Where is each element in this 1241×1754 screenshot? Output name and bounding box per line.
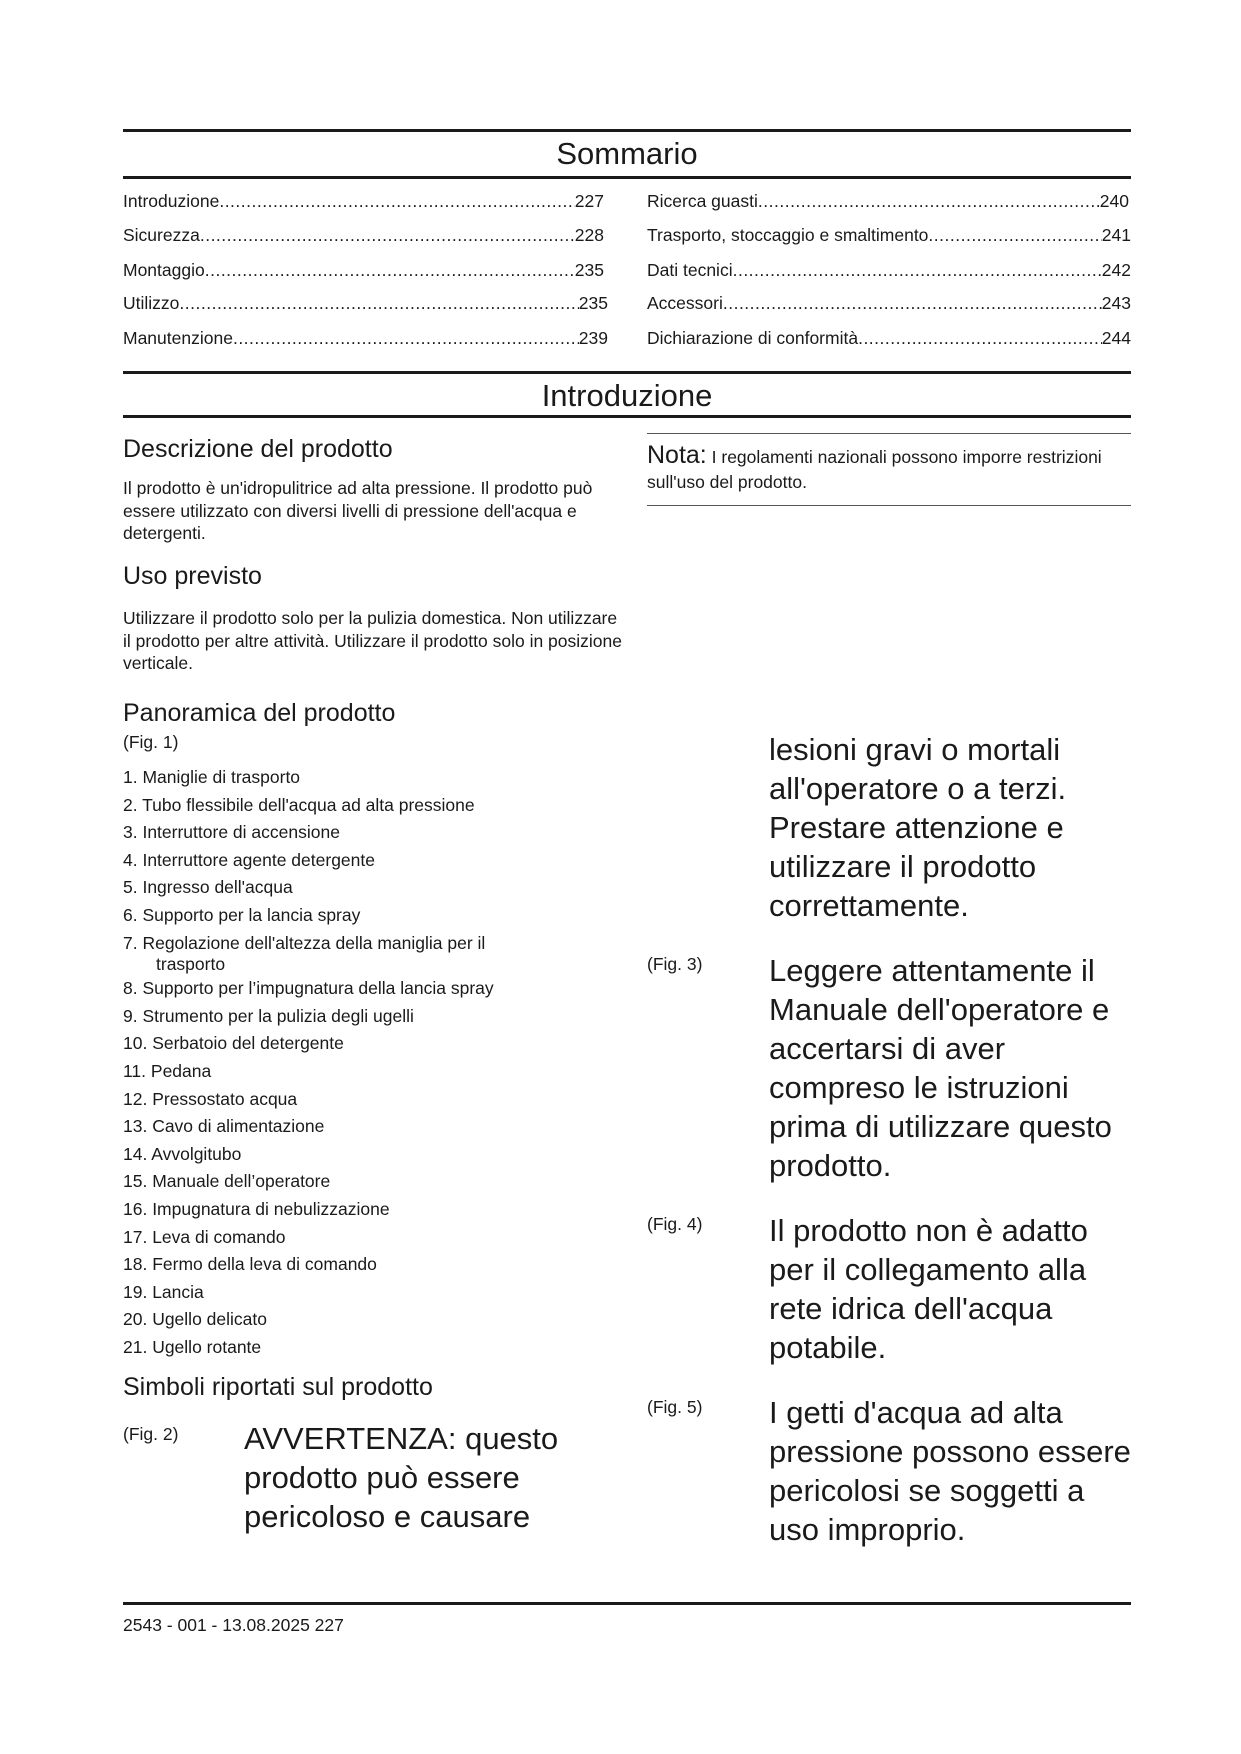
list-item: 12. Pressostato acqua [123,1088,298,1109]
list-item: 14. Avvolgitubo [123,1143,242,1164]
toc-page: 228 [574,225,604,245]
intro-bottom-rule [123,415,1131,418]
toc-entry[interactable] [647,190,1129,212]
list-item: 6. Supporto per la lancia spray [123,904,361,925]
toc-entry[interactable] [123,292,608,314]
list-item: 21. Ugello rotante [123,1336,262,1357]
toc-page: 235 [578,293,608,313]
fig1-reference: (Fig. 1) [123,732,179,752]
intro-top-rule [123,371,1131,374]
list-item: 4. Interruttore agente detergente [123,849,375,870]
intro-title: Introduzione [541,378,713,413]
toc-page: 242 [1101,260,1131,280]
descrizione-text: Il prodotto è un'idropulitrice ad alta pressione. Il prodotto può essere utilizzato con diversi livelli di pressione dell'acqua e detergenti. [123,478,593,543]
sommario-title: Sommario [556,136,698,171]
toc-page: 240 [1099,191,1129,211]
fig2-reference: (Fig. 2) [123,1424,179,1444]
uso-text: Utilizzare il prodotto solo per la pulizia domestica. Non utilizzare il prodotto per altre attività. Utilizzare il prodotto solo in posizione verticale. [123,608,622,673]
list-item: 16. Impugnatura di nebulizzazione [123,1198,390,1219]
list-item: 17. Leva di comando [123,1226,286,1247]
panoramica-heading: Panoramica del prodotto [123,699,396,727]
toc-entry[interactable] [123,259,604,281]
toc-label: Introduzione [123,191,220,211]
nota-top-rule [647,433,1131,434]
uso-heading: Uso previsto [123,562,262,590]
fig4-reference: (Fig. 4) [647,1214,703,1234]
toc-label: Sicurezza [123,225,200,245]
list-item: 1. Maniglie di trasporto [123,767,301,787]
toc-label: Montaggio [123,260,205,280]
component-list [123,764,643,1361]
list-item: 15. Manuale dell’operatore [123,1171,331,1192]
fig3-text: Leggere attentamente il Manuale dell'operatore e accertarsi di aver compreso le istruzioni prima di utilizzare questo prodotto. [769,953,1112,1183]
toc-label: Manutenzione [123,328,233,348]
toc-entry[interactable] [647,292,1131,314]
toc-label: Accessori [647,293,723,313]
footer-text: 2543 - 001 - 13.08.2025 227 [123,1615,344,1635]
toc-label: Dati tecnici [647,260,733,280]
list-item: 10. Serbatoio del detergente [123,1033,344,1054]
list-item [123,930,643,976]
list-item: 19. Lancia [123,1281,204,1302]
fig2-warning-continued: lesioni gravi o mortali all'operatore o a terzi. Prestare attenzione e utilizzare il prodotto correttamente. [769,732,1067,923]
toc-entry[interactable] [647,327,1131,349]
nota-text: I regolamenti nazionali possono imporre restrizioni sull'uso del prodotto. [647,447,1102,492]
toc-entry[interactable] [647,224,1131,246]
nota-box [647,443,1117,495]
list-item-continuation: trasporto [156,954,226,975]
nota-lead: Nota: [647,441,707,469]
sommario-top-rule [123,129,1131,132]
toc-page: 235 [574,260,604,280]
toc-entry[interactable] [123,327,608,349]
list-item-text: 7. Regolazione dell'altezza della maniglia per il [123,932,486,953]
toc-label: Trasporto, stoccaggio e smaltimento [647,225,929,245]
fig2-warning-text: AVVERTENZA: questo prodotto può essere pericoloso e causare [244,1421,559,1534]
fig3-reference: (Fig. 3) [647,954,703,974]
toc-label: Dichiarazione di conformità [647,328,859,348]
toc-page: 239 [578,328,608,348]
toc-label: Utilizzo [123,293,180,313]
descrizione-heading: Descrizione del prodotto [123,435,393,463]
toc-entry[interactable] [647,259,1131,281]
toc-page: 241 [1101,225,1131,245]
fig4-text: Il prodotto non è adatto per il collegamento alla rete idrica dell'acqua potabile. [769,1213,1088,1365]
toc-page: 227 [574,191,604,211]
list-item: 8. Supporto per l’impugnatura della lancia spray [123,978,494,999]
list-item: 5. Ingresso dell'acqua [123,877,293,898]
list-item: 11. Pedana [123,1060,212,1081]
list-item: 2. Tubo flessibile dell'acqua ad alta pressione [123,794,475,815]
nota-bottom-rule [647,505,1131,506]
toc-entry[interactable] [123,190,604,212]
list-item: 20. Ugello delicato [123,1309,267,1330]
list-item: 9. Strumento per la pulizia degli ugelli [123,1005,414,1026]
simboli-heading: Simboli riportati sul prodotto [123,1373,433,1401]
list-item: 18. Fermo della leva di comando [123,1254,377,1275]
toc-page: 243 [1101,293,1131,313]
sommario-bottom-rule [123,176,1131,179]
list-item: 13. Cavo di alimentazione [123,1116,325,1137]
toc-label: Ricerca guasti [647,191,758,211]
toc-page: 244 [1101,328,1131,348]
fig5-reference: (Fig. 5) [647,1397,703,1417]
fig5-text: I getti d'acqua ad alta pressione possono essere pericolosi se soggetti a uso improprio. [769,1395,1131,1547]
toc-entry[interactable] [123,224,604,246]
list-item: 3. Interruttore di accensione [123,822,340,843]
footer-rule [123,1602,1131,1605]
